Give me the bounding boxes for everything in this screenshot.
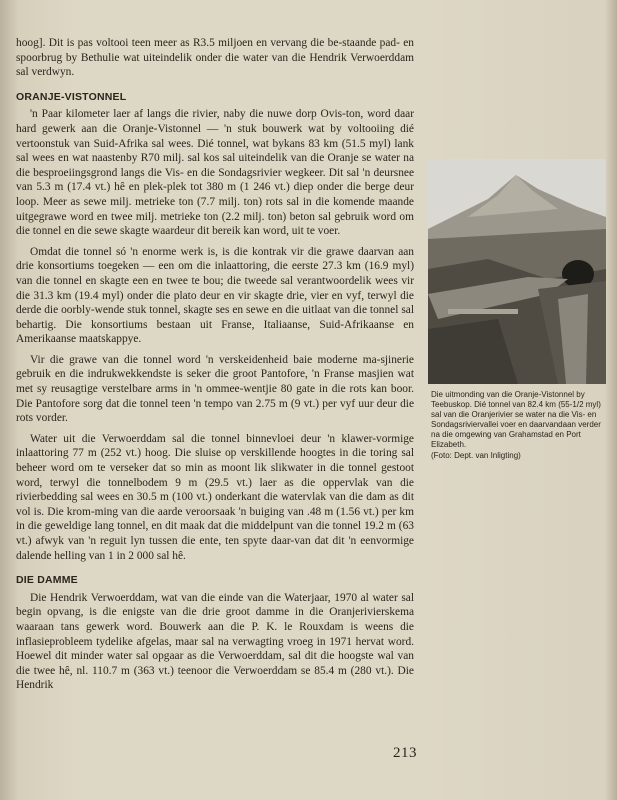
body-paragraph: 'n Paar kilometer laer af langs die rivier, naby die nuwe dorp Ovis-ton, word daar hard gewerk aan die Oranje-Vistonnel — 'n stuk bouwerk wat by voltooiing dié vertoonstuk van Suid-Afrika sal wees. Dié tonnel, wat bykans 83 km (51.5 myl) lank sal wees en wat naastenby R70 milj. sal kos sal uiteindelik van die Oranje se water na die besproeiingsgrond langs die Vis- en die Sondagsrivier wegkeer. Dit sal 'n deursnee van 5.3 m (17.4 vt.) hê en plek-plek tot 380 m (1 246 vt.) diep onder die berge deur loop. Meer as sewe milj. metrieke ton (7.7 milj. ton) rots sal in die komende maande uitgegrawe word en twee milj. metrieke ton (2.2 milj. ton) beton sal gebruik word om die tonnel en die sewe skagte waardeur dit bereik kan word, uit te voer. xyxy=(16,108,414,238)
section-heading-oranje-vistonnel: ORANJE-VISTONNEL xyxy=(16,90,127,103)
page-edge-shadow xyxy=(605,0,617,800)
page-number: 213 xyxy=(393,745,417,761)
tunnel-outlet-photo xyxy=(428,159,606,384)
caption-text: Die uitmonding van die Oranje-Vistonnel by Teebuskop. Dié tonnel van 82.4 km (55-1/2 myl) sal van die Oranjerivier se water na die Vis- en Sondagsriviervallei voer en daarvandaan verder na die omgewing van Grahamstad en Port Elizabeth. xyxy=(431,390,601,449)
body-paragraph: Omdat die tonnel só 'n enorme werk is, is die kontrak vir die grawe daarvan aan drie konsortiums toegeken — een om die inlaattoring, die eerste 27.3 km (16.9 myl) van die tonnel en skagte een en twee te bou; die tweede sal verantwoordelik wees vir die 31.3 km (19.4 myl) onder die plato deur en vir skagte drie, vier en vyf, terwyl die derde die oorbly-wende stuk tonnel, skagte ses en sewe en die uitlaat van die tonnel sal behartig. Die konsortiums bestaan uit Franse, Italiaanse, Suid-Afrikaanse en Amerikaanse maatskappye. xyxy=(16,245,414,346)
body-paragraph: Vir die grawe van die tonnel word 'n verskeidenheid baie moderne ma-sjinerie gebruik en die indrukwekkendste is seker die groot Pantofore, 'n Franse masjien wat met sy reusagtige verstelbare arms in 'n ommee-wentjie 80 gate in die rots kan boor. Die Pantofore sorg dat die tonnel teen 'n tempo van 2.75 m (9 vt.) per vyf uur deur die rots vorder. xyxy=(16,353,414,425)
body-paragraph: Water uit die Verwoerddam sal die tonnel binnevloei deur 'n klawer-vormige inlaattoring 77 m (252 vt.) hoog. Die sluise op verskillende hoogtes in die toring sal beheer word om te verseker dat so min as moont lik slikwater in die tonnel gestoot word, terwyl die tonnelbodem 9 m (29.5 vt.) laer as die oppervlak van die rivierbedding sal wees en 30.5 m (100 vt.) onderkant die watervlak van die dam as dit vol is. Die krom-ming van die aarde veroorsaak 'n buiging van .48 m (1.56 vt.) per km in die geweldige lang tonnel, en dit maak dat die middelpunt van die tonnel 19.2 m (63 vt.) afwyk van 'n reguit lyn tussen die ente, ten spyte daar-van dat dit 'n eenvormige dalende helling van 1 in 2 000 sal hê. xyxy=(16,432,414,562)
section-heading-die-damme: DIE DAMME xyxy=(16,574,78,587)
photo-caption xyxy=(431,390,606,461)
intro-paragraph: hoog]. Dit is pas voltooi teen meer as R3.5 miljoen en vervang die be-staande pad- en spoorbrug by Bethulie wat uiteindelik onder die water van die Hendrik Verwoerddam sal verdwyn. xyxy=(16,37,414,79)
body-paragraph: Die Hendrik Verwoerddam, wat van die einde van die Waterjaar, 1970 al water sal begin opvang, is die enigste van die drie groot damme in die Oranjerivierskema waaraan tans gewerk word. Bouwerk aan die P. K. le Rouxdam is weens die inflasieprobleem tydelike afgelas, maar sal na verwagting vroeg in 1971 hervat word. Hoewel dit minder water sal opgaar as die Verwoerddam, sal dit die hoogste wal van die twee hê, nl. 110.7 m (363 vt.) teenoor die Verwoerddam se 85.4 m (280 vt.). Die Hendrik xyxy=(16,591,414,692)
text-column xyxy=(16,36,414,699)
photo-credit: (Foto: Dept. van Inligting) xyxy=(431,451,521,460)
